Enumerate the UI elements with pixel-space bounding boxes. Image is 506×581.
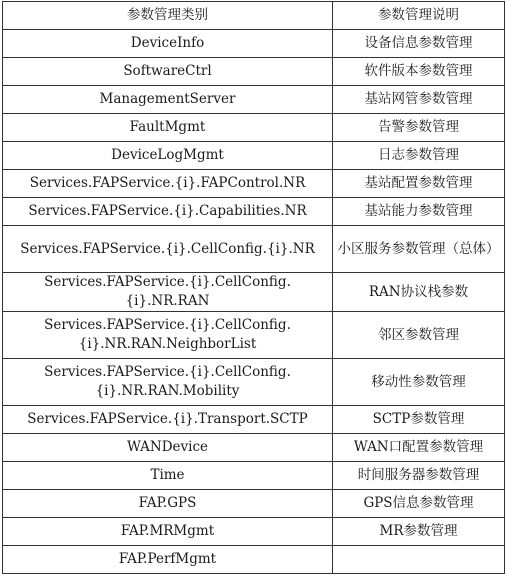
category-cell: FAP.PerfMgmt: [3, 546, 333, 574]
description-cell: 基站能力参数管理: [333, 198, 505, 226]
category-cell: Services.FAPService.{i}.Capabilities.NR: [3, 198, 333, 226]
description-cell: 小区服务参数管理（总体）: [333, 226, 505, 273]
category-cell: Services.FAPService.{i}.CellConfig.{i}.NR.RAN.NeighborList: [3, 312, 333, 359]
description-cell: 邻区参数管理: [333, 312, 505, 359]
column-header-description: 参数管理说明: [333, 2, 505, 30]
table-row: [3, 518, 505, 546]
description-cell: 移动性参数管理: [333, 359, 505, 406]
category-cell: DeviceLogMgmt: [3, 142, 333, 170]
description-cell: 基站网管参数管理: [333, 86, 505, 114]
table-row: [3, 226, 505, 273]
description-cell: 告警参数管理: [333, 114, 505, 142]
column-header-category: 参数管理类别: [3, 2, 333, 30]
category-cell: FAP.MRMgmt: [3, 518, 333, 546]
table-row: [3, 312, 505, 359]
table-row: [3, 434, 505, 462]
table-row: [3, 462, 505, 490]
table-row: [3, 198, 505, 226]
category-cell: FaultMgmt: [3, 114, 333, 142]
category-cell: Services.FAPService.{i}.CellConfig.{i}.NR: [3, 226, 333, 273]
table-row: [3, 114, 505, 142]
table-header-row: [3, 2, 505, 30]
description-cell: MR参数管理: [333, 518, 505, 546]
category-cell: Services.FAPService.{i}.CellConfig.{i}.NR.RAN.Mobility: [3, 359, 333, 406]
description-cell: 设备信息参数管理: [333, 30, 505, 58]
description-cell: SCTP参数管理: [333, 406, 505, 434]
category-cell: Services.FAPService.{i}.FAPControl.NR: [3, 170, 333, 198]
description-cell: [333, 546, 505, 574]
table-row: [3, 273, 505, 312]
description-cell: 软件版本参数管理: [333, 58, 505, 86]
description-cell: WAN口配置参数管理: [333, 434, 505, 462]
category-cell: FAP.GPS: [3, 490, 333, 518]
table-row: [3, 490, 505, 518]
table-row: [3, 170, 505, 198]
category-cell: WANDevice: [3, 434, 333, 462]
description-cell: 日志参数管理: [333, 142, 505, 170]
category-cell: Time: [3, 462, 333, 490]
description-cell: RAN协议栈参数: [333, 273, 505, 312]
table-row: [3, 86, 505, 114]
table-row: [3, 359, 505, 406]
table-row: [3, 58, 505, 86]
category-cell: Services.FAPService.{i}.CellConfig.{i}.NR.RAN: [3, 273, 333, 312]
category-cell: ManagementServer: [3, 86, 333, 114]
description-cell: 时间服务器参数管理: [333, 462, 505, 490]
parameter-table: [2, 1, 505, 574]
category-cell: Services.FAPService.{i}.Transport.SCTP: [3, 406, 333, 434]
table-row: [3, 406, 505, 434]
table-row: [3, 546, 505, 574]
description-cell: 基站配置参数管理: [333, 170, 505, 198]
table-row: [3, 142, 505, 170]
table-row: [3, 30, 505, 58]
category-cell: SoftwareCtrl: [3, 58, 333, 86]
category-cell: DeviceInfo: [3, 30, 333, 58]
description-cell: GPS信息参数管理: [333, 490, 505, 518]
